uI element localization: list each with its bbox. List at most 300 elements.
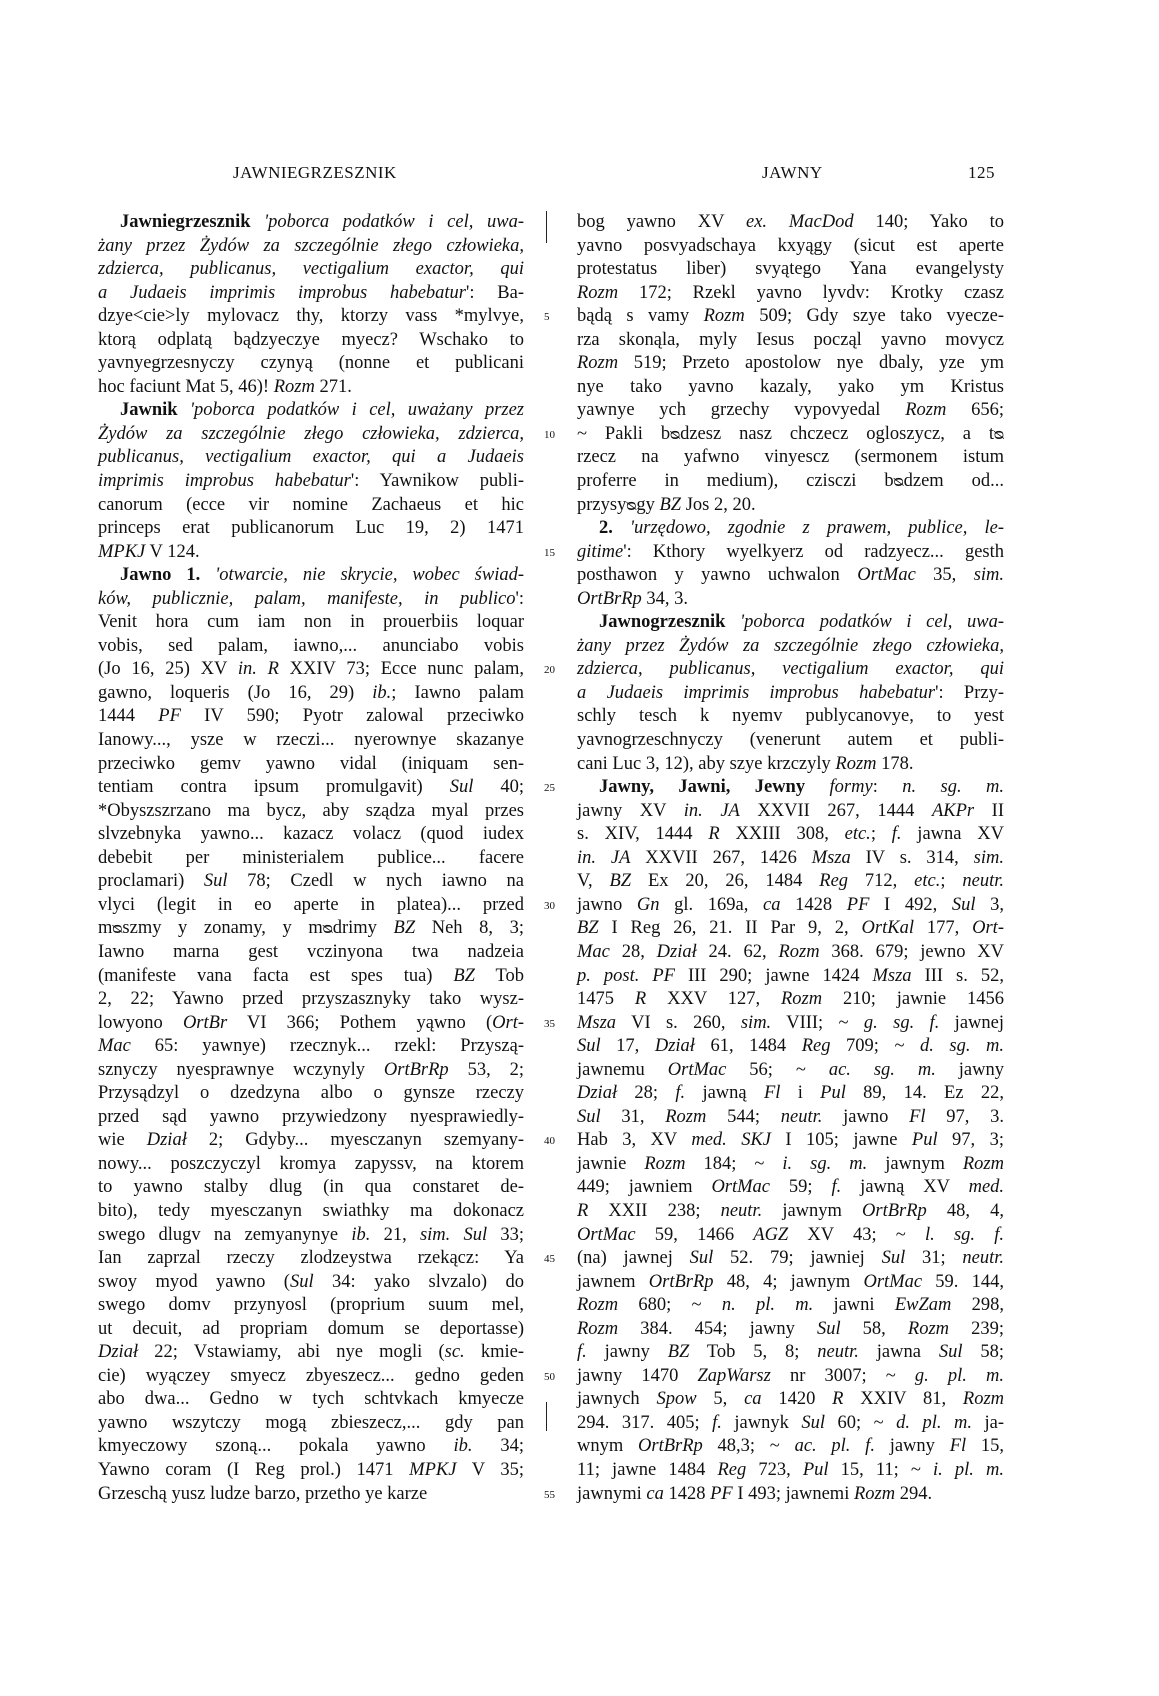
italic-text: d. pl. m. <box>896 1412 972 1433</box>
italic-text: etc. <box>914 871 941 892</box>
text-line <box>577 1365 1004 1389</box>
text-run: 5, <box>696 1389 745 1410</box>
italic-text: in. JA <box>577 847 631 868</box>
italic-text: Fl <box>909 1106 926 1127</box>
text-line <box>98 305 524 329</box>
text-run: 48,3; ~ <box>702 1436 795 1457</box>
text-run: VIII; ~ <box>771 1012 864 1033</box>
text-run: III 290; jawne 1424 <box>674 965 873 986</box>
italic-text: Sul <box>816 1318 841 1339</box>
text-run: jawno <box>822 1106 910 1127</box>
text-line <box>98 258 524 282</box>
text-line <box>98 564 524 588</box>
italic-text: n. pl. m. <box>721 1295 814 1316</box>
text-run: proferre in medium), czisczi bᴓdzem od... <box>577 471 1004 492</box>
text-run: 60; ~ <box>824 1412 897 1433</box>
italic-text: R <box>577 1200 589 1221</box>
text-run: 656; <box>946 400 1004 421</box>
text-run: bog yawno XV <box>577 212 746 232</box>
text-line <box>577 658 1004 682</box>
italic-text: zdzierca, publicanus, vectigalium exactor, qui <box>577 659 1004 680</box>
text-run: 21, <box>370 1224 420 1245</box>
italic-text: Rozm <box>577 282 619 303</box>
italic-text: Mac <box>98 1036 131 1057</box>
text-run: XXVII 267, 1444 <box>739 800 932 821</box>
text-run: gl. 169a, <box>659 894 764 915</box>
text-line <box>577 329 1004 353</box>
text-run: nye tako yavno kazaly, yako ym Kristus <box>577 376 1004 397</box>
text-run: 709; ~ <box>830 1036 920 1057</box>
italic-text: Rozm <box>853 1483 896 1504</box>
italic-text: ac. pl. f. <box>794 1436 875 1457</box>
text-line <box>577 753 1004 777</box>
italic-text: Rozm <box>577 1318 619 1339</box>
text-line <box>98 658 524 682</box>
italic-text: Pul <box>820 1083 846 1104</box>
text-run: 384. 454; jawny <box>618 1318 817 1339</box>
italic-text: EwZam <box>894 1295 952 1316</box>
text-run: canorum (ecce vir nomine Zachaeus et hic <box>98 494 524 515</box>
text-run: jawnyk <box>721 1412 802 1433</box>
text-run: swego dlugv na zemyanynye <box>98 1224 352 1245</box>
italic-text: 'poborca podatków i cel, uwa- <box>740 612 1005 633</box>
text-run: XXIV 73; Ecce nunc palam, <box>278 659 524 680</box>
text-run: I 493; jawnemi <box>732 1483 854 1504</box>
text-run: IV s. 314, <box>850 847 974 868</box>
text-run <box>725 612 740 632</box>
italic-text: BZ <box>577 918 599 939</box>
text-run: s. XIV, 1444 <box>577 824 709 845</box>
text-run: XXII 238; <box>588 1200 721 1221</box>
text-run: 449; jawniem <box>577 1177 712 1198</box>
headword: Jawnik <box>120 400 178 421</box>
italic-text: in. R <box>237 659 279 680</box>
text-line <box>98 1483 524 1507</box>
italic-text: l. sg. f. <box>925 1224 1004 1245</box>
line-number: 50 <box>544 1370 555 1383</box>
text-line <box>577 1412 1004 1436</box>
text-run: 34; <box>472 1436 525 1457</box>
text-run: 28, <box>609 941 657 962</box>
text-line <box>577 1082 1004 1106</box>
text-run: I 492, <box>869 894 952 915</box>
text-run: yawno wszytczy mogą zbieszecz,... gdy pan <box>98 1412 524 1433</box>
text-run: cani Luc 3, 12), aby szye krzczyly <box>577 753 836 774</box>
text-run: ': Yawnikow publi- <box>350 471 524 492</box>
text-run: 1420 <box>761 1389 833 1410</box>
text-line <box>577 1153 1004 1177</box>
text-line <box>577 1483 1004 1507</box>
text-line <box>98 1059 524 1083</box>
headword: Jawny, Jawni, Jewny <box>599 777 806 798</box>
text-run: 294. <box>895 1483 933 1504</box>
text-line <box>98 329 524 353</box>
text-run: 78; Czedl w nych iawno na <box>227 871 524 892</box>
italic-text: Msza <box>811 847 851 868</box>
italic-text: n. sg. m. <box>902 777 1005 798</box>
text-run: przeciwko gemv yawno vidal (iniquam sen- <box>98 753 524 774</box>
text-line <box>577 1106 1004 1130</box>
text-run: kmyeczowy szoną... pokala yawno <box>98 1436 454 1457</box>
text-run: Hab 3, XV <box>577 1130 692 1151</box>
text-line <box>98 635 524 659</box>
text-run: 210; jawnie 1456 <box>822 989 1004 1010</box>
text-run: 31, <box>600 1106 666 1127</box>
italic-text: Rozm <box>781 989 823 1010</box>
text-run: princeps erat publicanorum Luc 19, 2) 1471 <box>98 518 524 539</box>
text-run: jawny XV <box>577 800 684 821</box>
italic-text: Sul <box>449 777 474 798</box>
italic-text: Rozm <box>273 376 315 397</box>
text-run: 271. <box>314 376 352 397</box>
italic-text: ków, publicznie, palam, manifeste, in publico <box>98 588 516 609</box>
italic-text: Gn <box>636 894 660 915</box>
text-run: 58, <box>840 1318 908 1339</box>
text-run: jawny <box>935 1059 1004 1080</box>
text-run: hoc faciunt Mat 5, 46)! <box>98 376 274 397</box>
italic-text: MPKJ <box>98 541 146 562</box>
text-run: vlyci (legit in eo aperte in platea)... przed <box>98 894 524 915</box>
italic-text: ca <box>763 894 781 915</box>
text-run: 53, 2; <box>448 1059 525 1080</box>
italic-text: neutr. <box>720 1200 763 1221</box>
text-run: Tob <box>474 965 524 986</box>
italic-text: med. SKJ <box>691 1130 772 1151</box>
text-run: 368. 679; jewno XV <box>819 941 1005 962</box>
text-run: 298, <box>951 1295 1005 1316</box>
text-run: 31; <box>905 1248 963 1269</box>
italic-text: Sul <box>577 1106 601 1127</box>
text-run: Grzeschą yusz ludze barzo, przetho ye karze <box>98 1483 428 1504</box>
text-run: XXIV 81, <box>843 1389 963 1410</box>
text-run: przed sąd yawno przywiedzony nyesprawiedly- <box>98 1106 524 1127</box>
text-line <box>577 305 1004 329</box>
text-line <box>577 588 1004 612</box>
text-run: ; Iawno palam <box>391 682 525 703</box>
text-run: Neh 8, 3; <box>415 918 524 939</box>
text-line <box>98 1224 524 1248</box>
text-line <box>98 1129 524 1153</box>
text-line <box>577 988 1004 1012</box>
italic-text: f. <box>891 824 902 845</box>
text-line <box>577 1035 1004 1059</box>
text-line <box>577 517 1004 541</box>
text-line <box>577 847 1004 871</box>
italic-text: a Judaeis imprimis improbus habebatur <box>98 282 467 303</box>
text-run: sznyczy nyesprawnye wczynyly <box>98 1059 384 1080</box>
text-line <box>98 399 524 423</box>
text-line <box>98 1271 524 1295</box>
italic-text: BZ <box>453 965 475 986</box>
text-run: 1428 <box>663 1483 711 1504</box>
text-run: wie <box>98 1130 147 1151</box>
text-line <box>98 729 524 753</box>
text-line <box>577 376 1004 400</box>
italic-text: 'poborca podatków i cel, uważany przez <box>189 400 524 421</box>
italic-text: OrtMac <box>577 1224 636 1245</box>
text-run: slvzebnyka yawno... kazacz volacz (quod iudex <box>98 824 524 845</box>
text-line <box>577 965 1004 989</box>
text-line <box>577 399 1004 423</box>
text-line <box>577 823 1004 847</box>
text-line <box>98 1435 524 1459</box>
text-run: 509; Gdy szye tako vyecze- <box>744 306 1004 327</box>
text-run: Venit hora cum iam non in prouerbiis loquar <box>98 612 524 633</box>
text-run: 58; <box>962 1342 1004 1363</box>
text-line <box>577 682 1004 706</box>
text-run: 1428 <box>780 894 847 915</box>
text-run: 15, <box>966 1436 1005 1457</box>
text-run: 712, <box>848 871 915 892</box>
italic-text: R <box>634 989 647 1010</box>
headword: Jawno 1. <box>120 565 201 586</box>
text-line <box>98 823 524 847</box>
italic-text: d. sg. m. <box>920 1036 1005 1057</box>
italic-text: etc. <box>844 824 871 845</box>
italic-text: PF <box>846 894 870 915</box>
headword: Jawnogrzesznik <box>599 612 726 633</box>
text-run: jawno <box>577 894 637 915</box>
italic-text: g. pl. m. <box>914 1365 1005 1386</box>
italic-text: 'urzędowo, zgodnie z prawem, publice, le- <box>630 518 1004 539</box>
text-line <box>98 1035 524 1059</box>
italic-text: AGZ <box>753 1224 789 1245</box>
text-line <box>577 541 1004 565</box>
text-run: 22; Vstawiamy, abi nye mogli ( <box>138 1342 445 1363</box>
text-run: : <box>872 777 903 798</box>
text-run: IV 590; Pyotr zalowal przeciwko <box>180 706 525 727</box>
text-run: ktorą odplatą bądzyeczye myecz? Wschako to <box>98 329 524 350</box>
text-run: 680; ~ <box>618 1295 722 1316</box>
text-line <box>577 1318 1004 1342</box>
text-run: 172; Rzekl yavno lyvdv: Krotky czasz <box>618 282 1004 303</box>
italic-text: imprimis improbus habebatur <box>98 471 351 492</box>
text-line <box>577 1459 1004 1483</box>
text-run: 544; <box>706 1106 781 1127</box>
text-line <box>577 800 1004 824</box>
italic-text: OrtMac <box>711 1177 771 1198</box>
text-run: jawna XV <box>901 824 1004 845</box>
italic-text: Rozm <box>577 353 619 374</box>
text-line <box>98 776 524 800</box>
text-line <box>98 541 524 565</box>
italic-text: ib. <box>372 682 392 703</box>
text-run: XXV 127, <box>646 989 781 1010</box>
text-run: przysyᴓgy <box>577 494 660 515</box>
italic-text: BZ <box>609 871 632 892</box>
text-run: (manifeste vana facta est spes tua) <box>98 965 454 986</box>
italic-text: i. sg. m. <box>782 1153 868 1174</box>
text-run: I Reg 26, 21. II Par 9, 2, <box>598 918 862 939</box>
italic-text: Sul <box>203 871 228 892</box>
text-line <box>577 1341 1004 1365</box>
italic-text: PF <box>710 1483 733 1504</box>
italic-text: Rozm <box>577 1295 619 1316</box>
text-run: (Jo 16, 25) XV <box>98 659 238 680</box>
text-line <box>577 705 1004 729</box>
text-line <box>577 564 1004 588</box>
italic-text: OrtBrRp <box>648 1271 714 1292</box>
text-line <box>98 446 524 470</box>
italic-text: Reg <box>801 1036 831 1057</box>
text-run: Tob 5, 8; <box>689 1342 818 1363</box>
italic-text: BZ <box>393 918 416 939</box>
text-run: vobis, sed palam, iawno,... anunciabo vobis <box>98 635 524 656</box>
line-number: 5 <box>544 311 550 324</box>
italic-text: Mac <box>577 941 610 962</box>
italic-text: Sul <box>938 1342 963 1363</box>
text-run: 97, 3. <box>925 1106 1005 1127</box>
text-line <box>98 847 524 871</box>
italic-text: Rozm <box>905 400 947 421</box>
text-line <box>577 1247 1004 1271</box>
text-run: 59, 1466 <box>635 1224 754 1245</box>
text-line <box>577 917 1004 941</box>
text-run: II <box>974 800 1004 821</box>
italic-text: Sul <box>689 1248 714 1269</box>
text-line <box>577 282 1004 306</box>
italic-text: OrtMac <box>857 565 916 586</box>
italic-text: żany przez Żydów za szczególnie złego człowieka, <box>98 235 524 256</box>
text-line <box>577 1224 1004 1248</box>
text-run: jawnym <box>867 1153 963 1174</box>
text-run: proclamari) <box>98 871 204 892</box>
text-run: abo dwa... Gedno w tych schtvkach kmyecze <box>98 1389 524 1410</box>
text-run: XXIII 308, <box>719 824 845 845</box>
italic-text: f. <box>712 1412 722 1433</box>
italic-text: sim. <box>740 1012 772 1033</box>
italic-text: OrtBrRp <box>638 1436 703 1457</box>
italic-text: Dział <box>146 1130 187 1151</box>
text-line <box>98 1153 524 1177</box>
running-head-left: JAWNIEGRZESZNIK <box>233 163 397 182</box>
text-run: ': Przy- <box>935 682 1004 703</box>
text-run: rza skonąla, myly Iesus począl yavno movycz <box>577 329 1004 350</box>
italic-text: i. pl. m. <box>933 1459 1005 1480</box>
text-line <box>98 1388 524 1412</box>
text-run: 56; ~ <box>726 1059 829 1080</box>
running-head-right: JAWNY <box>762 163 823 182</box>
text-run: jawnej <box>939 1012 1004 1033</box>
text-line <box>577 423 1004 447</box>
italic-text: żany przez Żydów za szczególnie złego człowieka, <box>577 635 1004 656</box>
italic-text: p. post. PF <box>577 965 675 986</box>
text-line <box>577 1200 1004 1224</box>
text-line <box>98 1106 524 1130</box>
text-line <box>577 211 1004 235</box>
italic-text: f. <box>831 1177 842 1198</box>
text-run: 3, <box>975 894 1004 915</box>
text-run: *Obyszszrzano ma bycz, aby sządza myal przes <box>98 800 524 821</box>
italic-text: Żydów za szczególnie złego człowieka, zdzierca, <box>98 423 524 444</box>
text-line <box>98 1294 524 1318</box>
italic-text: OrtBrRp <box>577 588 642 609</box>
italic-text: OrtBrRp <box>383 1059 449 1080</box>
text-run: 1444 <box>98 706 159 727</box>
text-run: ': <box>515 588 524 609</box>
text-line <box>577 894 1004 918</box>
italic-text: f. <box>675 1083 686 1104</box>
italic-text: ca <box>646 1483 664 1504</box>
italic-text: sim. <box>973 565 1005 586</box>
line-number: 45 <box>544 1253 555 1266</box>
text-run: ': Ba- <box>466 282 524 303</box>
italic-text: 'otwarcie, nie skrycie, wobec świad- <box>215 565 525 586</box>
italic-text: Spow <box>656 1389 697 1410</box>
line-number: 55 <box>544 1488 555 1501</box>
italic-text: sim. Sul <box>419 1224 488 1245</box>
italic-text: Sul <box>577 1036 601 1057</box>
italic-text: ib. <box>453 1436 473 1457</box>
text-run: jawny 1470 <box>577 1365 698 1386</box>
text-run: ja- <box>972 1412 1005 1433</box>
text-run: ut decuit, ad propriam domum se deportasse) <box>98 1318 524 1339</box>
text-line <box>98 1318 524 1342</box>
line-number: 15 <box>544 546 555 559</box>
italic-text: ac. sg. m. <box>828 1059 936 1080</box>
text-run: jawnem <box>577 1271 649 1292</box>
text-line <box>98 1012 524 1036</box>
text-line <box>98 682 524 706</box>
text-line <box>98 211 524 235</box>
text-run: V 124. <box>145 541 200 562</box>
italic-text: Rozm <box>962 1153 1004 1174</box>
text-run: jawnie <box>577 1153 645 1174</box>
italic-text: OrtBrRp <box>862 1200 927 1221</box>
text-line <box>577 1059 1004 1083</box>
text-run: yavnyegrzesnyczy czynyą (nonne et publicani <box>98 353 524 374</box>
text-run: 61, 1484 <box>694 1036 802 1057</box>
text-run: ; <box>870 824 892 845</box>
italic-text: Sul <box>881 1248 906 1269</box>
italic-text: neutr. <box>817 1342 859 1363</box>
text-line <box>577 258 1004 282</box>
italic-text: Rozm <box>703 306 745 327</box>
text-run: bądą s vamy <box>577 306 704 327</box>
text-line <box>98 1176 524 1200</box>
text-run: 33; <box>487 1224 525 1245</box>
line-number: 10 <box>544 428 555 441</box>
text-line <box>98 494 524 518</box>
text-run: 24. 62, <box>696 941 779 962</box>
text-line <box>577 1176 1004 1200</box>
text-line <box>98 423 524 447</box>
italic-text: OrtKal <box>861 918 914 939</box>
text-run: ; <box>940 871 963 892</box>
text-run: jawnemu <box>577 1059 668 1080</box>
text-run: bito), tedy myesczanyn swiathky ma dokonacz <box>98 1200 524 1221</box>
text-line <box>577 470 1004 494</box>
text-run <box>805 777 829 797</box>
text-run: debebit per ministerialem publice... facere <box>98 847 524 868</box>
text-line <box>577 611 1004 635</box>
text-run: V, <box>577 871 610 892</box>
italic-text: Dział <box>656 941 697 962</box>
text-run: jawną <box>685 1083 764 1104</box>
left-column <box>98 211 524 1506</box>
text-run: 48, 4, <box>926 1200 1004 1221</box>
text-run: jawnym <box>762 1200 863 1221</box>
text-run: ': Kthory wyelkyerz od radzyecz... gesth <box>623 541 1004 562</box>
text-line <box>98 988 524 1012</box>
text-line <box>98 1412 524 1436</box>
italic-text: Fl <box>949 1436 967 1457</box>
text-run: Jos 2, 20. <box>681 494 756 515</box>
text-run: jawni <box>813 1295 895 1316</box>
text-run: 28; <box>617 1083 676 1104</box>
text-run: jawna <box>858 1342 939 1363</box>
italic-text: Rozm <box>962 1389 1005 1410</box>
